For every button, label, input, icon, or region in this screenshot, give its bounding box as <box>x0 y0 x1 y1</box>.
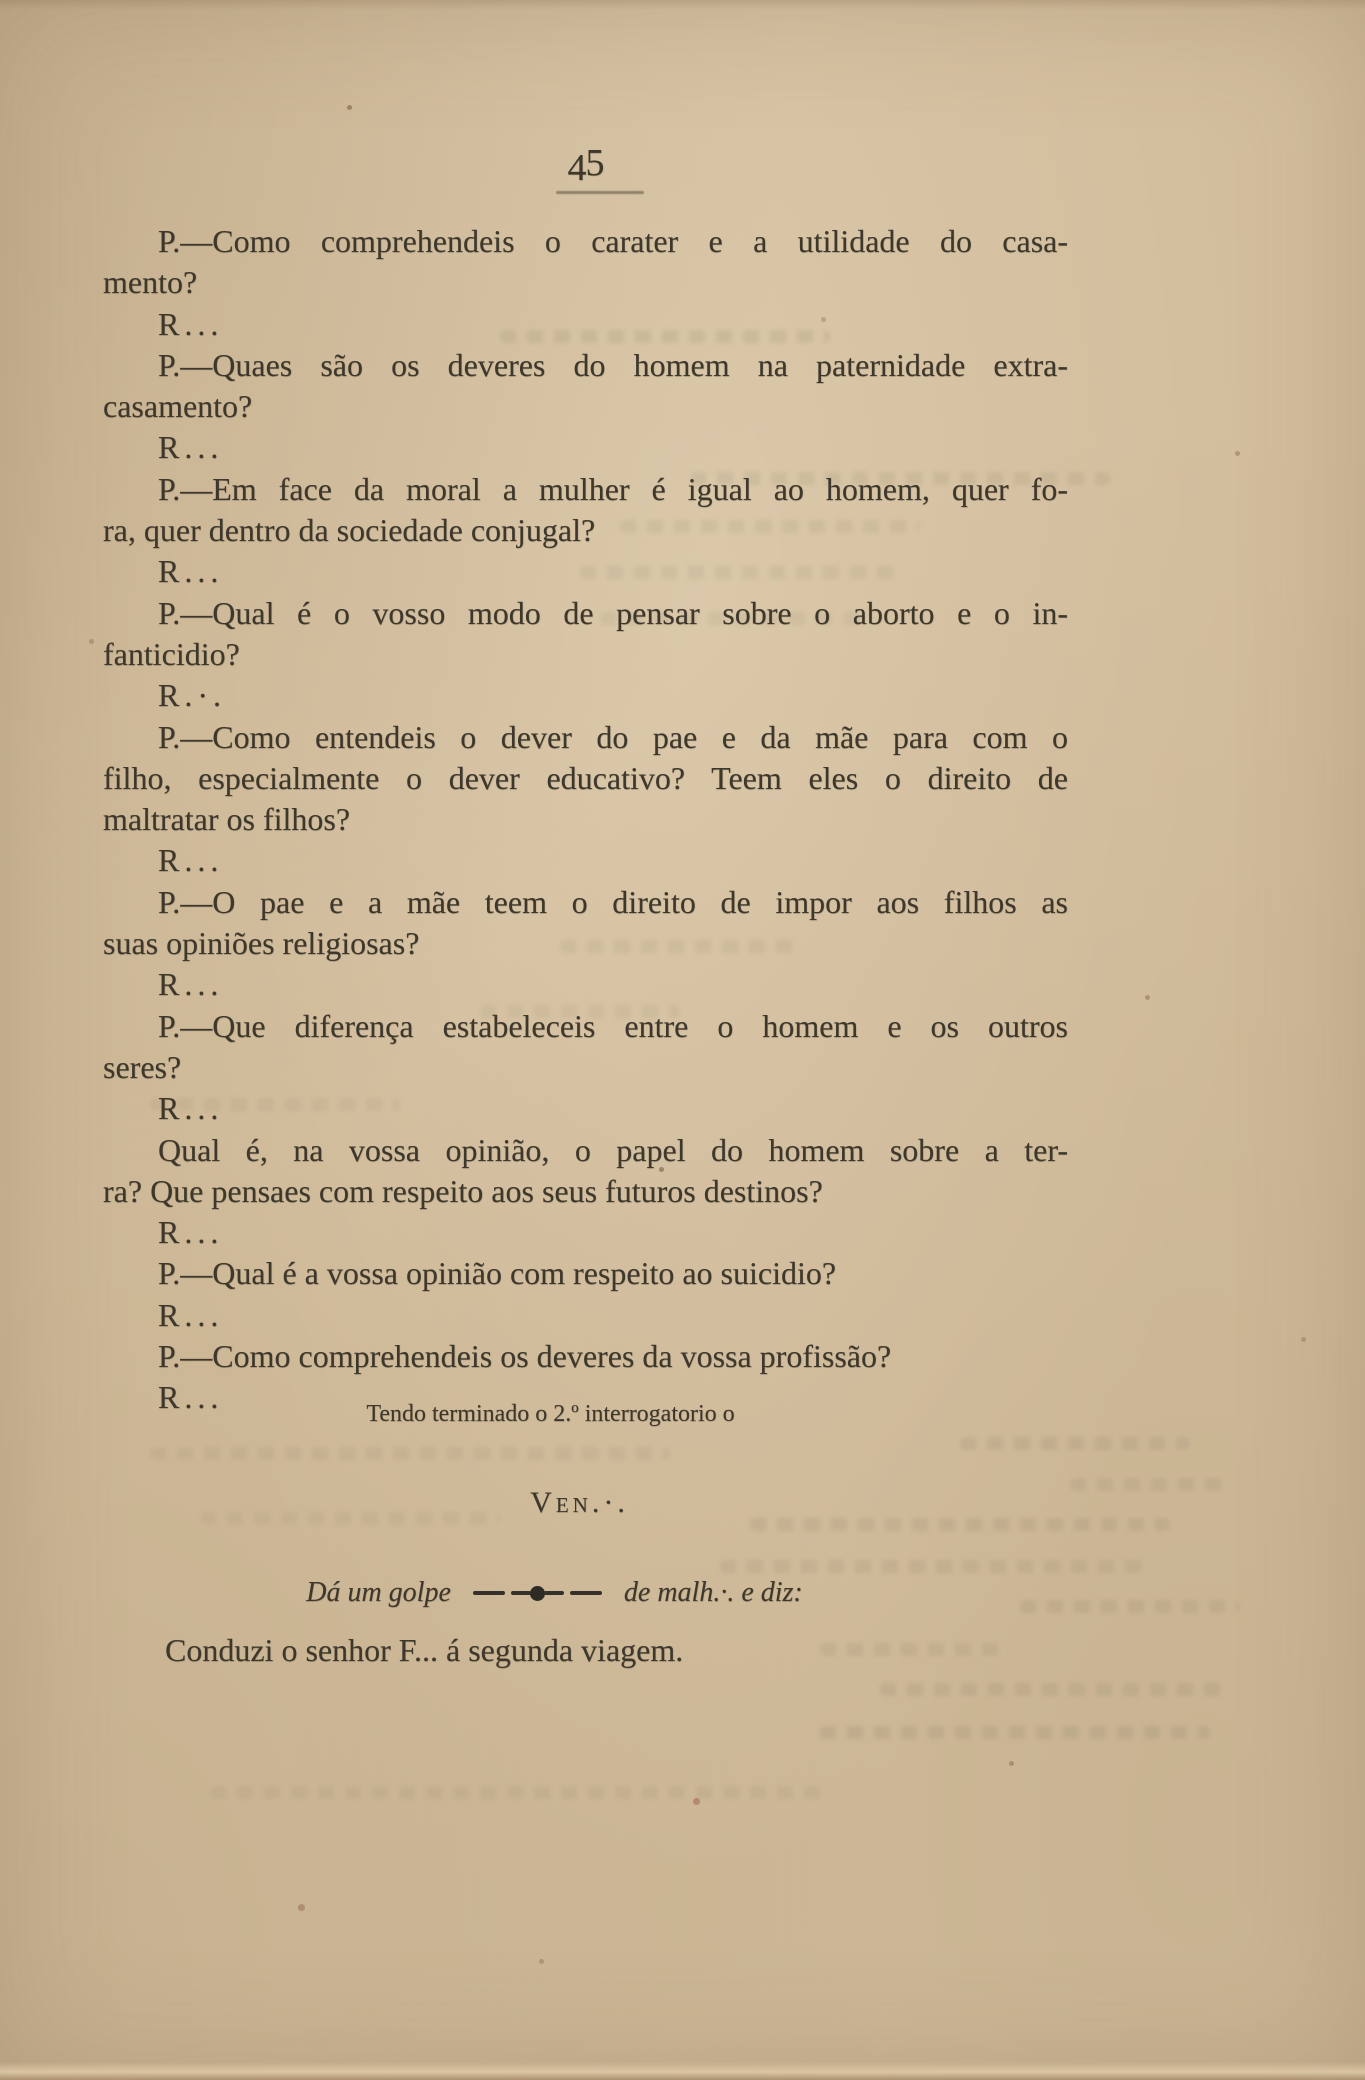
text-line: R... <box>158 305 224 342</box>
text-line: R... <box>158 553 224 590</box>
interrogation-text-block <box>103 221 1068 1419</box>
text-line: R... <box>158 842 224 879</box>
text-line: ra? Que pensaes com respeito aos seus futuros destinos? <box>103 1172 823 1209</box>
text-line: R... <box>158 1296 224 1333</box>
text-line: P.—Quaes são os deveres do homem na paternidade extra- <box>158 346 1068 383</box>
text-line: R... <box>158 1090 224 1127</box>
venerable-label: Ven.·. <box>530 1486 629 1519</box>
ghost-text-line <box>960 1437 1190 1450</box>
final-sentence: Conduzi o senhor F... á segunda viagem. <box>165 1632 684 1668</box>
text-line: seres? <box>103 1048 182 1085</box>
text-line: filho, especialmente o dever educativo? Teem eles o direito de <box>103 759 1068 796</box>
text-line: R... <box>158 1379 224 1416</box>
text-line: suas opiniões religiosas? <box>103 925 420 962</box>
text-line: R... <box>158 966 224 1003</box>
text-line: R.·. <box>158 677 226 714</box>
page-number-digit: 4 <box>567 147 586 189</box>
page-number-digit: 5 <box>585 142 604 184</box>
text-line: P.—Como comprehendeis os deveres da vossa profissão? <box>158 1338 892 1375</box>
ghost-text-line <box>720 1560 1150 1573</box>
text-line: P.—Que diferença estabeleceis entre o homem e os outros <box>158 1007 1068 1044</box>
text-line: R... <box>158 1214 224 1251</box>
ghost-text-line <box>820 1726 1210 1739</box>
strike-direction-left: Dá um golpe <box>306 1577 451 1608</box>
ghost-text-line <box>880 1683 1230 1696</box>
text-line: fanticidio? <box>103 635 240 672</box>
strike-direction <box>103 1577 1068 1609</box>
ghost-text-line <box>1070 1478 1230 1491</box>
text-line: P.—Como comprehendeis o carater e a utilidade do casa- <box>158 223 1068 259</box>
text-line: P.—Como entendeis o dever do pae e da mãe para com o <box>158 718 1068 755</box>
text-line: Qual é, na vossa opinião, o papel do homem sobre a ter- <box>158 1131 1068 1168</box>
page-top-edge-shadow <box>0 0 1365 10</box>
text-line: casamento? <box>103 388 253 425</box>
paper-specks <box>0 0 3 3</box>
text-line: R... <box>158 429 224 466</box>
text-line: P.—Qual é a vossa opinião com respeito ao suicidio? <box>158 1255 837 1292</box>
text-line: ra, quer dentro da sociedade conjugal? <box>103 512 596 549</box>
text-line: P.—Em face da moral a mulher é igual ao homem, quer fo- <box>158 470 1068 507</box>
page-number-rule <box>556 191 644 194</box>
text-line: maltratar os filhos? <box>103 801 351 838</box>
page-number <box>103 142 1068 190</box>
text-line: P.—Qual é o vosso modo de pensar sobre o aborto e o in- <box>158 594 1068 631</box>
strike-symbol-icon <box>473 1586 602 1601</box>
ghost-text-line <box>150 1447 670 1460</box>
text-line: P.—O pae e a mãe teem o direito de impor aos filhos as <box>158 883 1068 920</box>
text-line: mento? <box>103 264 198 301</box>
strike-direction-right: de malh.·. e diz: <box>623 1577 803 1608</box>
page-bottom-edge <box>0 2062 1365 2080</box>
ghost-text-line <box>210 1786 830 1799</box>
stage-direction-note: Tendo terminado o 2.º interrogatorio o <box>366 1401 735 1427</box>
